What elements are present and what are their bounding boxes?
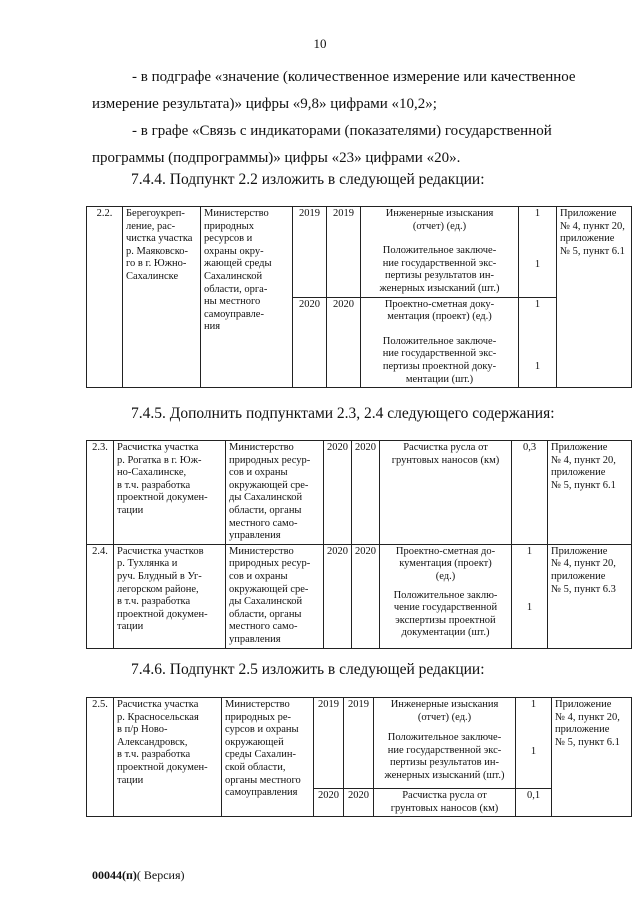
indicator bbox=[361, 207, 519, 298]
indicator-value: 1 1 bbox=[512, 544, 548, 648]
row-number: 2.5. bbox=[87, 698, 114, 817]
measure-name: Берегоукреп- ление, рас- чистка участка р. Маяковско- го в г. Южно- Сахалинске bbox=[123, 207, 201, 388]
year-end: 2020 bbox=[352, 544, 380, 648]
indicator-a: Проектно-сметная доку- ментация (проект) (ед.) bbox=[384, 298, 495, 323]
indicator-value: 0,3 bbox=[512, 441, 548, 545]
year-start: 2019 bbox=[314, 698, 344, 789]
responsible-org: Министерство природных ресур- сов и охраны окружающей сре- ды Сахалинской области, органы местного само- управления bbox=[226, 544, 324, 648]
table-subitem-2-2 bbox=[86, 206, 632, 388]
responsible-org: Министерство природных ресурсов и охраны окру- жающей среды Сахалинской области, орга- ны местного самоуправле- ния bbox=[201, 207, 293, 388]
program-link: Приложение № 4, пункт 20, приложение № 5, пункт 6.3 bbox=[548, 544, 632, 648]
table-row bbox=[87, 207, 632, 298]
document-code: 00044(п) bbox=[92, 868, 137, 882]
indicator bbox=[361, 297, 519, 388]
responsible-org: Министерство природных ре- сурсов и охраны окружающей среды Сахалин- ской области, органы местного самоуправления bbox=[222, 698, 314, 817]
year-start: 2020 bbox=[293, 297, 327, 388]
row-number: 2.4. bbox=[87, 544, 114, 648]
indicator: Расчистка русла от грунтовых наносов (км) bbox=[374, 789, 516, 817]
indicator bbox=[380, 544, 512, 648]
document-version: ( Версия) bbox=[136, 868, 185, 882]
heading-7-4-6: 7.4.6. Подпункт 2.5 изложить в следующей редакции: bbox=[131, 661, 485, 678]
page-number: 10 bbox=[313, 36, 327, 51]
indicator: Расчистка русла от грунтовых наносов (км) bbox=[380, 441, 512, 545]
intro-line-2: измерение результата)» цифры «9,8» цифрами «10,2»; bbox=[92, 96, 437, 112]
year-end: 2020 bbox=[344, 789, 374, 817]
intro-line-1: - в подграфе «значение (количественное измерение или качественное bbox=[132, 69, 576, 85]
indicator-value: 1 1 bbox=[516, 698, 552, 789]
indicator-b: Положительное заключе- ние государственной экс- пертизы результатов ин- женерных изысканий (шт.) bbox=[379, 245, 500, 294]
indicator-value: 1 1 bbox=[519, 297, 557, 388]
intro-text bbox=[92, 64, 612, 172]
indicator-value: 1 1 bbox=[519, 207, 557, 298]
heading-7-4-5: 7.4.5. Дополнить подпунктами 2.3, 2.4 следующего содержания: bbox=[131, 405, 555, 422]
measure-name: Расчистка участка р. Рогатка в г. Юж- но-Сахалинске, в т.ч. разработка проектной докумен- тации bbox=[114, 441, 226, 545]
table-subitems-2-3-2-4 bbox=[86, 440, 632, 649]
intro-line-4: программы (подпрограммы)» цифры «23» цифрами «20». bbox=[92, 150, 461, 166]
program-link: Приложение № 4, пункт 20, приложение № 5, пункт 6.1 bbox=[557, 207, 632, 388]
year-start: 2020 bbox=[324, 441, 352, 545]
year-start: 2019 bbox=[293, 207, 327, 298]
table-row bbox=[87, 441, 632, 545]
indicator-b: Положительное заключе- ние государственной экс- пертизы проектной доку- ментации (шт.) bbox=[382, 335, 497, 385]
indicator-b: Положительное заключе- ние государственной экс- пертизы результатов ин- женерных изысканий (шт.) bbox=[384, 732, 505, 781]
table-row bbox=[87, 698, 632, 789]
year-start: 2020 bbox=[314, 789, 344, 817]
indicator-a: Проектно-сметная до- кументация (проект) (ед.) bbox=[395, 545, 496, 582]
indicator-a: Инженерные изыскания (отчет) (ед.) bbox=[385, 208, 494, 232]
responsible-org: Министерство природных ресур- сов и охраны окружающей сре- ды Сахалинской области, органы местного само- управления bbox=[226, 441, 324, 545]
indicator-value: 0,1 bbox=[516, 789, 552, 817]
row-number: 2.3. bbox=[87, 441, 114, 545]
intro-line-3: - в графе «Связь с индикаторами (показателями) государственной bbox=[132, 123, 552, 139]
program-link: Приложение № 4, пункт 20, приложение № 5, пункт 6.1 bbox=[548, 441, 632, 545]
indicator-b: Положительное заклю- чение государственной экспертизы проектной документации (шт.) bbox=[393, 589, 498, 639]
year-start: 2020 bbox=[324, 544, 352, 648]
measure-name: Расчистка участка р. Красносельская в п/р Ново- Александровск, в т.ч. разработка проектной докумен- тации bbox=[114, 698, 222, 817]
year-end: 2019 bbox=[344, 698, 374, 789]
measure-name: Расчистка участков р. Тухлянка и руч. Блудный в Уг- легорском районе, в т.ч. разработка проектной докумен- тации bbox=[114, 544, 226, 648]
indicator bbox=[374, 698, 516, 789]
table-row bbox=[87, 544, 632, 648]
indicator-a: Инженерные изыскания (отчет) (ед.) bbox=[390, 699, 499, 723]
row-number: 2.2. bbox=[87, 207, 123, 388]
document-footer bbox=[92, 868, 185, 883]
year-end: 2020 bbox=[327, 297, 361, 388]
year-end: 2020 bbox=[352, 441, 380, 545]
heading-7-4-4: 7.4.4. Подпункт 2.2 изложить в следующей редакции: bbox=[131, 171, 485, 188]
table-subitem-2-5 bbox=[86, 697, 632, 817]
program-link: Приложение № 4, пункт 20, приложение № 5, пункт 6.1 bbox=[552, 698, 632, 817]
year-end: 2019 bbox=[327, 207, 361, 298]
